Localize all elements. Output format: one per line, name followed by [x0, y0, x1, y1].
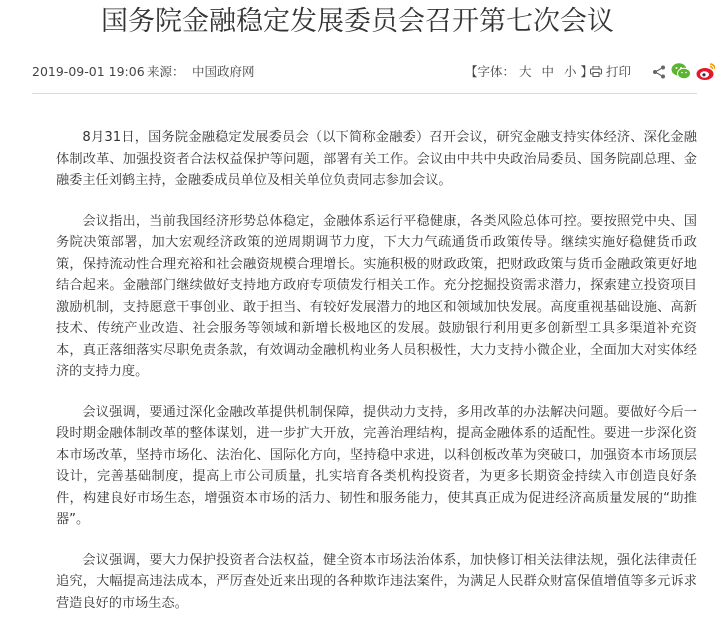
publish-date: 2019-09-01 19:06: [32, 64, 145, 79]
print-button[interactable]: [590, 62, 631, 82]
font-size-medium-link[interactable]: 中: [541, 64, 555, 79]
article-paragraph: 会议强调，要大力保护投资者合法权益，健全资本市场法治体系，加快修订相关法律法规，强化法律责任追究，大幅提高违法成本，严厉查处近来出现的各种欺诈违法案件，为满足人民群众财富保值增值等多元诉求营造良好的市场生态。: [56, 552, 697, 611]
font-size-small-link[interactable]: 小: [564, 64, 577, 79]
article-paragraph: 会议指出，当前我国经济形势总体稳定，金融体系运行平稳健康，各类风险总体可控。要按照党中央、国务院决策部署，加大宏观经济政策的逆周期调节力度，下大力气疏通货币政策传导。继续实施好稳健货币政策，保持流动性合理充裕和社会融资规模合理增长。实施积极的财政政策，把财政政策与货币金融政策更好地结合起来。金融部门继续做好支持地方政府专项债发行相关工作。充分挖掘投资需求潜力，探索建立投资项目激励机制，支持愿意干事创业、敢于担当、有较好发展潜力的地区和领域加快发展。高度重视基础设施、高新技术、传统产业改造、社会服务等领域和新增长极地区的发展。鼓励银行利用更多创新型工具多渠道补充资本，真正落细落实尽职免责条款，有效调动金融机构业务人员积极性，大力支持小微企业，全面加大对实体经济的支持力度。: [56, 213, 697, 379]
font-size-label: 【字体：: [465, 64, 516, 79]
font-size-large-link[interactable]: 大: [519, 64, 532, 79]
font-size-close: 】: [580, 64, 594, 79]
share-icon[interactable]: [652, 65, 666, 79]
printer-icon: [590, 66, 602, 77]
source-label: 来源：: [147, 64, 185, 79]
wechat-icon[interactable]: [671, 62, 691, 81]
font-size-selector: [465, 62, 593, 82]
article-meta: [32, 62, 697, 82]
article-title: 国务院金融稳定发展委员会召开第七次会议: [101, 6, 614, 37]
article-body: [56, 127, 697, 633]
article-paragraph: 8月31日，国务院金融稳定发展委员会（以下简称金融委）召开会议，研究金融支持实体经济、深化金融体制改革、加强投资者合法权益保护等问题，部署有关工作。会议由中共中央政治局委员、国务院副总理、金融委主任刘鹤主持，金融委成员单位及相关单位负责同志参加会议。: [56, 130, 697, 188]
header-divider: [32, 93, 697, 94]
source-value: 中国政府网: [192, 64, 255, 79]
article-paragraph: 会议强调，要通过深化金融改革提供机制保障，提供动力支持，多用改革的办法解决问题。要做好今后一段时期金融体制改革的整体谋划，进一步扩大开放，完善治理结构，提高金融体系的适配性。要进一步深化资本市场改革，坚持市场化、法治化、国际化方向，坚持稳中求进，以科创板改革为突破口，加强资本市场顶层设计，完善基础制度，提高上市公司质量，扎实培育各类机构投资者，为更多长期资金持续入市创造良好条件，构建良好市场生态，增强资本市场的活力、韧性和服务能力，使其真正成为促进经济高质量发展的“助推器”。: [56, 404, 697, 527]
weibo-icon[interactable]: [696, 62, 715, 81]
print-label: 打印: [606, 64, 632, 79]
